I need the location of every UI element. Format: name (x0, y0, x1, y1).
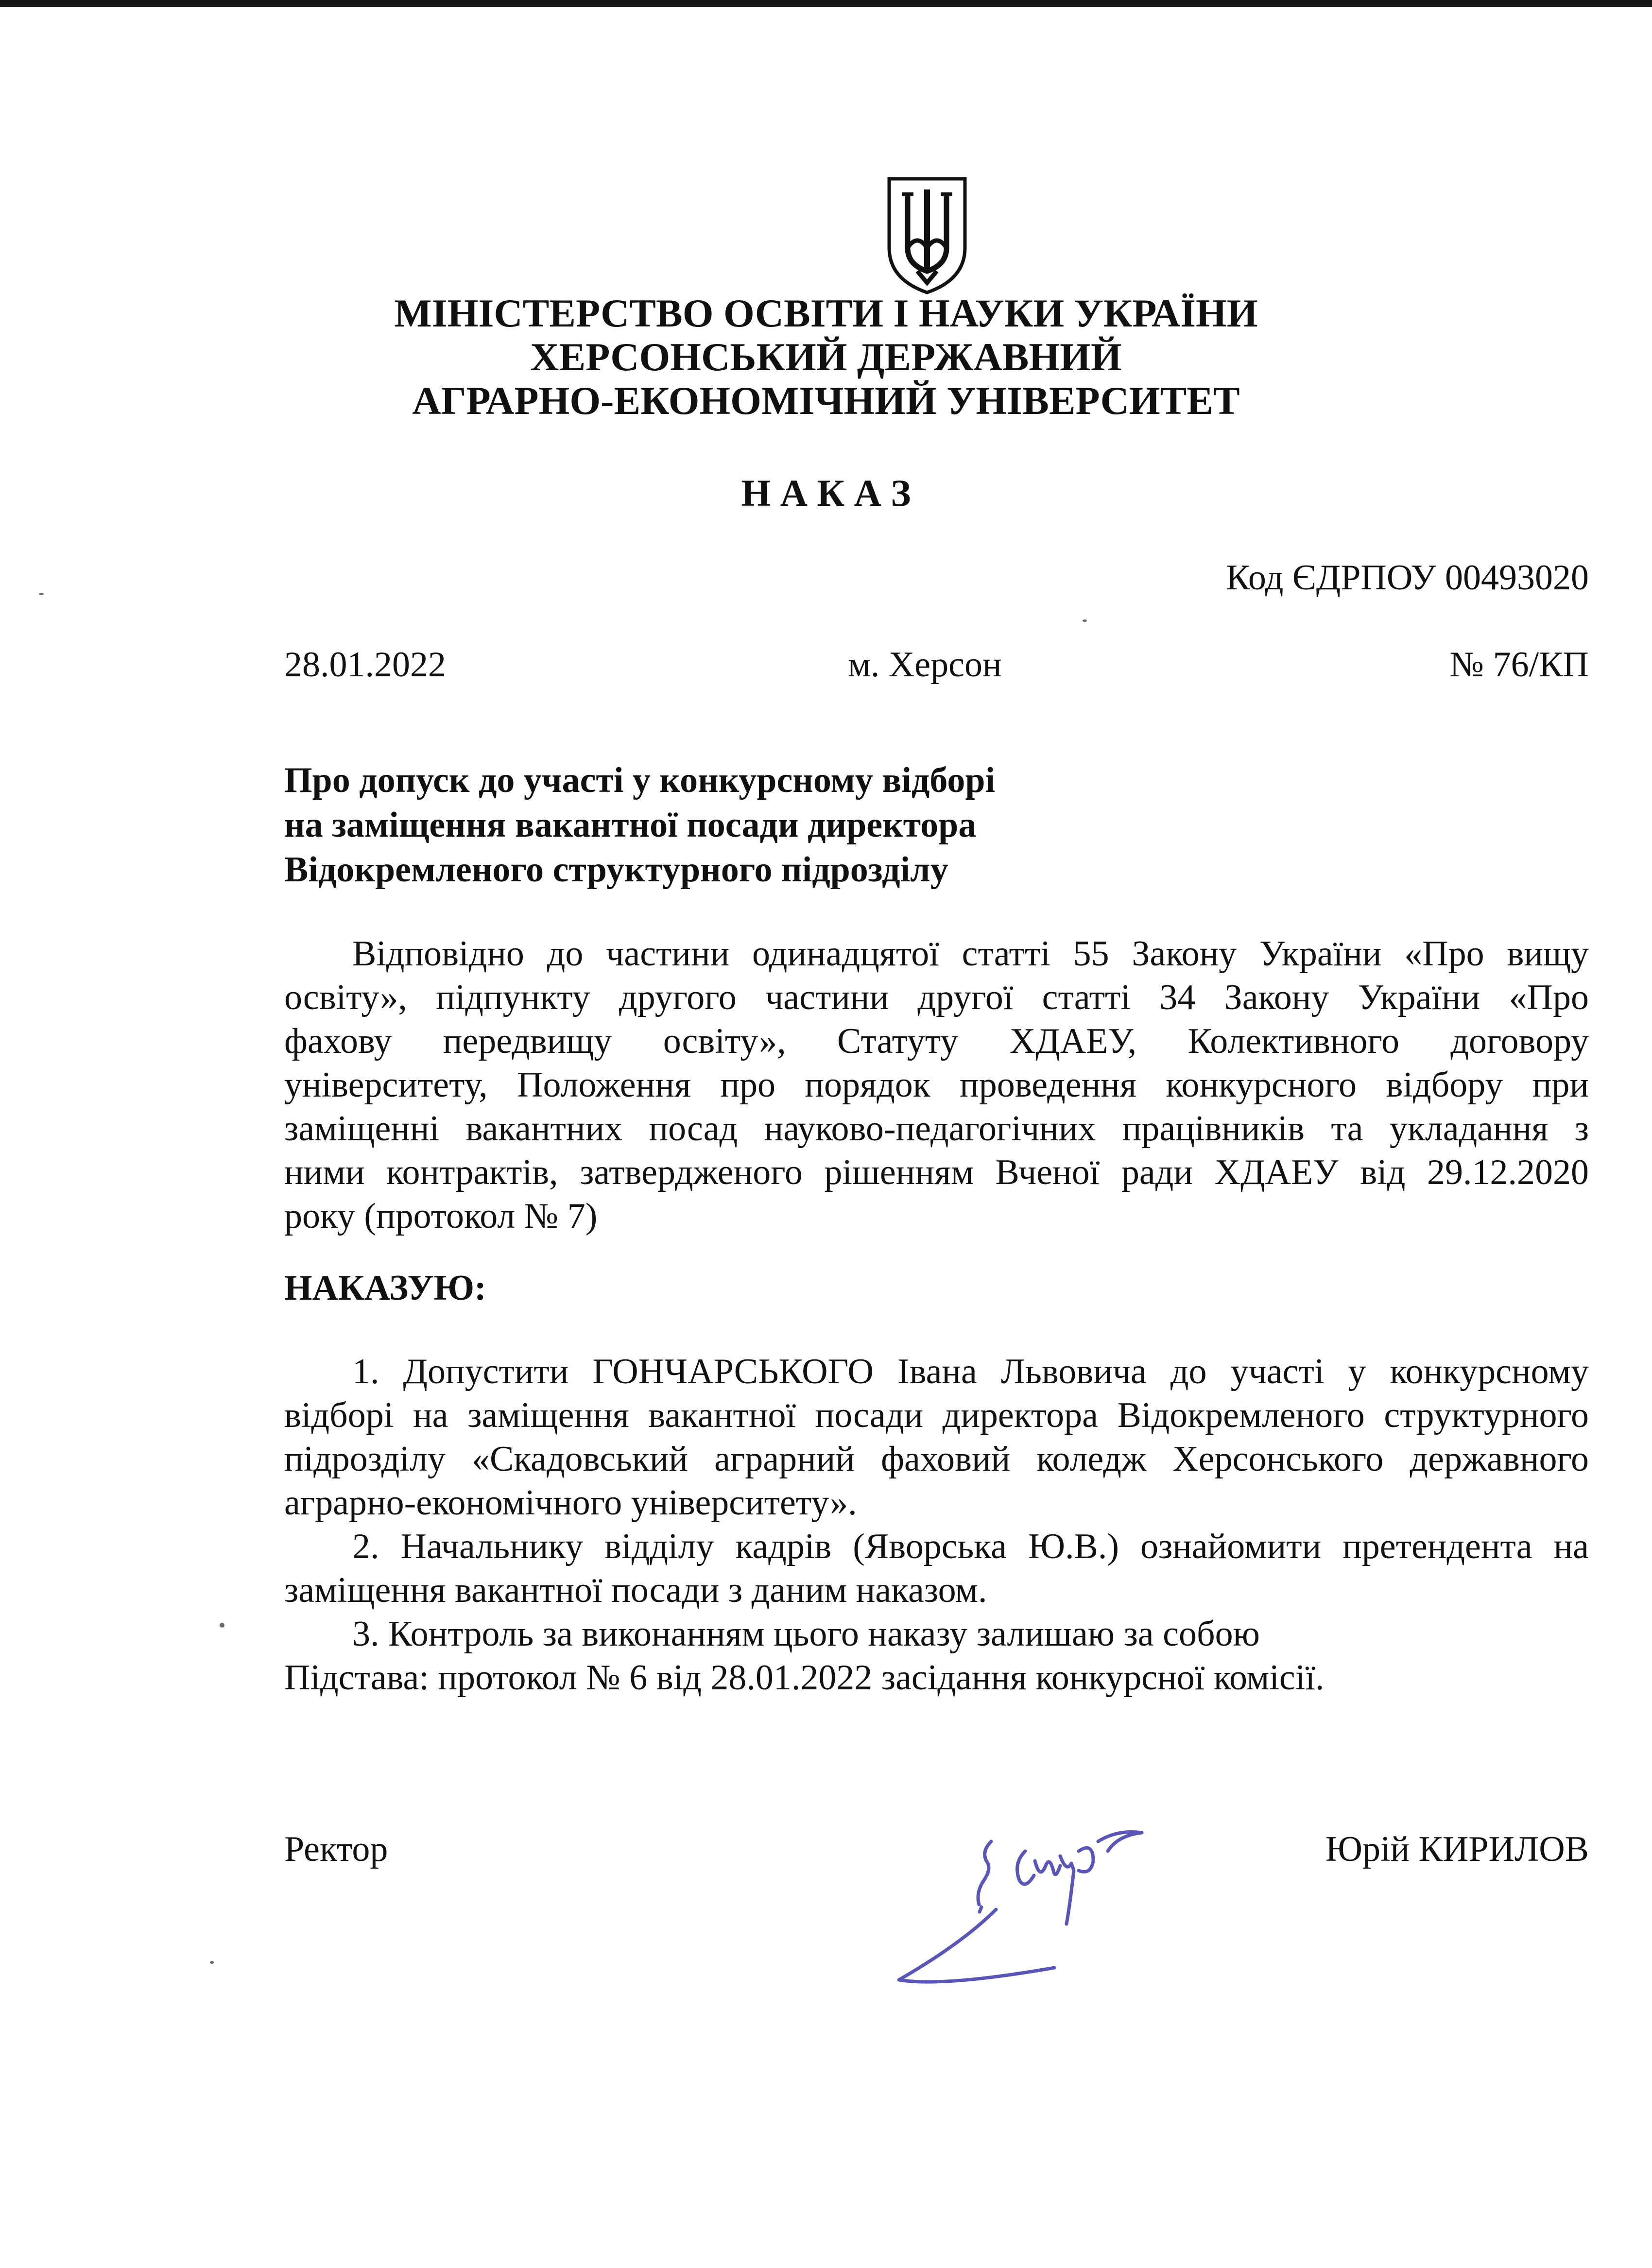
preamble-line: заміщенні вакантних посад науково-педагогічних працівників та укладання з (284, 1109, 1589, 1149)
item-3-line: 3. Контроль за виконанням цього наказу залишаю за собою (352, 1614, 1260, 1654)
item-1-line: відборі на заміщення вакантної посади директора Відокремленого структурного (284, 1395, 1589, 1435)
trident-coat-of-arms-icon (883, 175, 971, 296)
basis-line: Підстава: протокол № 6 від 28.01.2022 засідання конкурсної комісії. (284, 1658, 1325, 1698)
title-line: на заміщення вакантної посади директора (284, 805, 977, 845)
ministry-name: МІНІСТЕРСТВО ОСВІТИ І НАУКИ УКРАЇНИ (394, 291, 1258, 335)
item-1-line: підрозділу «Скадовський аграрний фаховий коледж Херсонського державного (284, 1439, 1589, 1479)
preamble-line: університету, Положення про порядок проведення конкурсного відбору при (284, 1065, 1589, 1105)
order-items (284, 1350, 1589, 1700)
item-1-line: 1. Допустити ГОНЧАРСЬКОГО Івана Львовича до участі у конкурсному (352, 1352, 1589, 1392)
item-2-line: заміщення вакантної посади з даним наказом. (284, 1570, 987, 1610)
order-number: № 76/КП (1449, 645, 1589, 685)
handwritten-signature (865, 1807, 1205, 2011)
document-type: Н А К А З (741, 472, 911, 514)
order-city: м. Херсон (848, 645, 1002, 685)
edrpou-code: Код ЄДРПОУ 00493020 (1226, 558, 1589, 598)
preamble-line: Відповідно до частини одинадцятої статті 55 Закону України «Про вищу (352, 934, 1589, 974)
preamble-line: освіту», підпункту другого частини другої статті 34 Закону України «Про (284, 978, 1589, 1017)
order-word: НАКАЗУЮ: (284, 1268, 486, 1308)
university-name-line2: АГРАРНО-ЕКОНОМІЧНИЙ УНІВЕРСИТЕТ (412, 378, 1240, 423)
item-2-line: 2. Начальнику відділу кадрів (Яворська Ю.В.) ознайомити претендента на (352, 1527, 1589, 1566)
title-line: Про допуск до участі у конкурсному відборі (284, 760, 996, 800)
preamble-line: фахову передвищу освіту», Статуту ХДАЕУ, Колективного договору (284, 1021, 1589, 1061)
order-date: 28.01.2022 (284, 645, 446, 685)
preamble-line: року (протокол № 7) (284, 1196, 598, 1236)
title-line: Відокремленого структурного підрозділу (284, 850, 948, 890)
item-1-line: аграрно-економічного університету». (284, 1483, 857, 1523)
signatory-name: Юрій КИРИЛОВ (1325, 1829, 1589, 1869)
scan-speck (210, 1961, 214, 1964)
preamble-line: ними контрактів, затвердженого рішенням Вченої ради ХДАЕУ від 29.12.2020 (284, 1152, 1589, 1192)
preamble-paragraph (284, 932, 1589, 1238)
university-name-line1: ХЕРСОНСЬКИЙ ДЕРЖАВНИЙ (530, 335, 1122, 379)
scan-speck (1083, 619, 1087, 622)
scan-speck (220, 1623, 224, 1628)
scan-speck (39, 593, 44, 595)
signatory-position: Ректор (284, 1829, 388, 1869)
order-title (284, 758, 995, 892)
